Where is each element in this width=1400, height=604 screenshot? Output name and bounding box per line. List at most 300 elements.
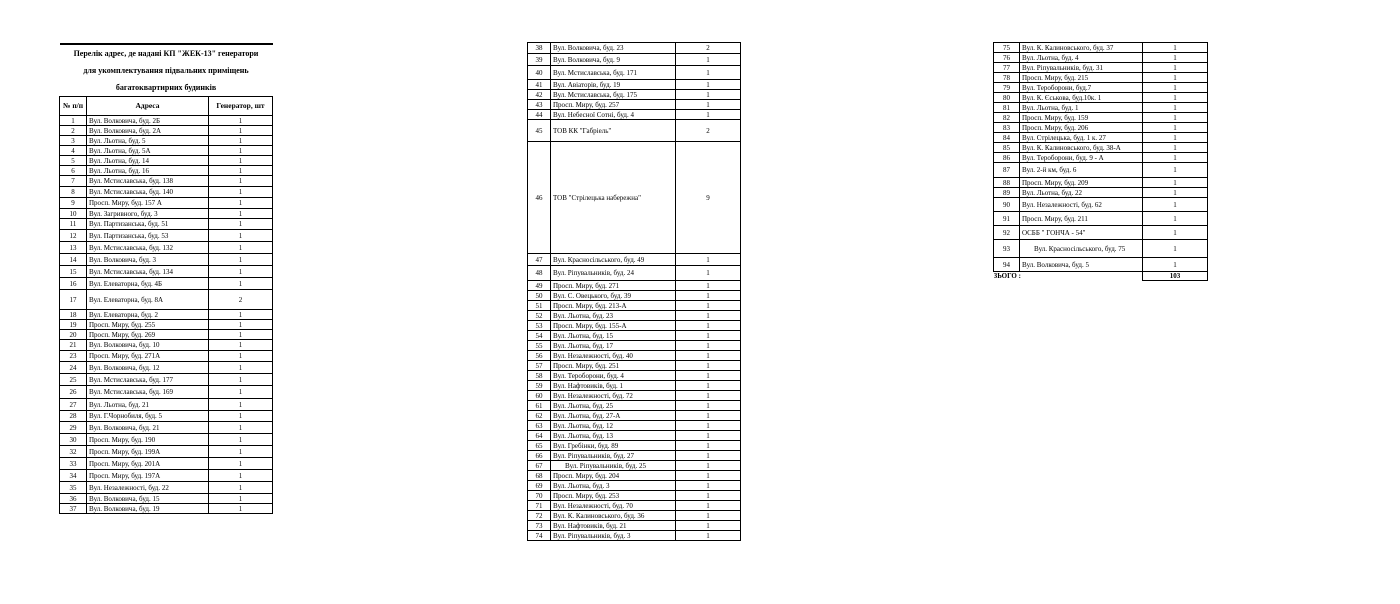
row-address: Вул. Волковича, буд. 10 [87,340,209,351]
table-row [528,351,741,361]
table-row [60,330,273,340]
row-address: Вул. К. Калиновського, буд. 37 [1020,43,1143,53]
row-number: 68 [528,471,551,481]
row-number: 51 [528,301,551,311]
row-generator-count: 1 [1143,53,1208,63]
row-address: Вул. Красносільського, буд. 75 [1020,240,1143,258]
row-address: Вул. Льотна, буд. 12 [551,421,676,431]
table-row [60,116,273,126]
row-generator-count: 1 [209,351,273,362]
row-number: 18 [60,310,87,320]
row-generator-count: 1 [676,321,741,331]
row-generator-count: 1 [676,511,741,521]
row-number: 58 [528,371,551,381]
row-generator-count: 1 [209,374,273,386]
header-num: № п/п [60,97,87,116]
table-row [528,401,741,411]
table-row [528,381,741,391]
row-address: Просп. Миру, буд. 155-А [551,321,676,331]
row-address: Вул. Льотна, буд. 22 [1020,188,1143,198]
table-row [528,66,741,80]
row-address: Вул. К. Калиновського, буд. 38-А [1020,143,1143,153]
row-number: 71 [528,501,551,511]
row-number: 34 [60,470,87,482]
row-address: Вул. Елеваторна, буд. 8А [87,290,209,310]
row-address: Вул. Льотна, буд. 13 [551,431,676,441]
row-number: 55 [528,341,551,351]
row-number: 14 [60,254,87,266]
row-address: Вул. Льотна, буд. 1 [1020,103,1143,113]
row-address: Вул. 2-й км, буд. 6 [1020,163,1143,178]
table-row [60,187,273,198]
row-number: 1 [60,116,87,126]
row-number: 88 [994,178,1020,188]
table-row [994,188,1208,198]
table-row [60,351,273,362]
table-row [60,399,273,411]
row-number: 63 [528,421,551,431]
row-number: 4 [60,146,87,156]
row-number: 67 [528,461,551,471]
row-generator-count: 1 [1143,123,1208,133]
row-address: Вул. Мстиславська, буд. 169 [87,386,209,399]
header-generator: Генератор, шт [209,97,273,116]
table-row [60,482,273,494]
row-number: 62 [528,411,551,421]
table-row [528,266,741,281]
table-row [994,198,1208,212]
row-address: Вул. Г.Чорнобиля, буд. 5 [87,411,209,422]
row-generator-count: 1 [209,446,273,458]
title-line-1: Перелік адрес, де надані КП "ЖЕК-13" генератори [73,49,259,58]
row-number: 23 [60,351,87,362]
row-number: 46 [528,142,551,254]
row-generator-count: 1 [209,187,273,198]
row-number: 50 [528,291,551,301]
row-generator-count: 1 [676,421,741,431]
table-row [528,291,741,301]
row-generator-count: 1 [209,422,273,434]
row-generator-count: 1 [209,386,273,399]
row-number: 21 [60,340,87,351]
table-row [528,43,741,54]
row-address: Просп. Миру, буд. 197А [87,470,209,482]
row-number: 38 [528,43,551,54]
row-generator-count: 1 [1143,43,1208,53]
row-generator-count: 1 [209,340,273,351]
row-number: 7 [60,176,87,187]
row-address: Вул. Волковича, буд. 2А [87,126,209,136]
row-address: Вул. Льотна, буд. 27-А [551,411,676,421]
table-row [528,531,741,541]
row-generator-count: 1 [676,401,741,411]
document-title [60,44,273,97]
row-address: Просп. Миру, буд. 159 [1020,113,1143,123]
row-address: Вул. С. Овецького, буд. 39 [551,291,676,301]
row-address: Просп. Миру, буд. 199А [87,446,209,458]
row-address: Вул. Волковича, буд. 19 [87,504,209,514]
page-2 [527,42,741,541]
row-generator-count: 1 [676,254,741,266]
row-generator-count: 1 [209,494,273,504]
row-number: 25 [60,374,87,386]
row-address: Вул. Волковича, буд. 12 [87,362,209,374]
row-address: Вул. Гребінки, буд. 89 [551,441,676,451]
row-number: 80 [994,93,1020,103]
row-generator-count: 1 [209,176,273,187]
row-generator-count: 1 [209,209,273,219]
row-generator-count: 1 [209,136,273,146]
row-generator-count: 1 [209,156,273,166]
table-row [528,100,741,110]
row-generator-count: 1 [209,411,273,422]
table-row [528,471,741,481]
row-generator-count: 1 [209,146,273,156]
row-generator-count: 1 [676,371,741,381]
row-address: Вул. Волковича, буд. 15 [87,494,209,504]
table-row [994,83,1208,93]
table-row [60,374,273,386]
table-row [528,331,741,341]
row-generator-count: 1 [676,411,741,421]
table-row [528,90,741,100]
row-generator-count: 1 [209,254,273,266]
table-row [528,254,741,266]
row-address: Вул. Льотна, буд. 5 [87,136,209,146]
row-address: Вул. Незалежності, буд. 72 [551,391,676,401]
row-address: Вул. Льотна, буд. 16 [87,166,209,176]
table-row [60,411,273,422]
row-number: 57 [528,361,551,371]
row-generator-count: 1 [676,361,741,371]
row-generator-count: 2 [209,290,273,310]
row-address: Вул. Ріпувальників, буд. 25 [551,461,676,471]
row-number: 5 [60,156,87,166]
row-address: Вул. Незалежності, буд. 62 [1020,198,1143,212]
table-row [994,178,1208,188]
row-address: Просп. Миру, буд. 269 [87,330,209,340]
row-address: Просп. Миру, буд. 190 [87,434,209,446]
table-row [528,421,741,431]
row-number: 8 [60,187,87,198]
row-address: Вул. Стрілецька, буд. 1 к. 27 [1020,133,1143,143]
row-number: 53 [528,321,551,331]
row-number: 27 [60,399,87,411]
table-row [60,434,273,446]
table-row [994,73,1208,83]
row-generator-count: 1 [1143,63,1208,73]
row-address: Просп. Миру, буд. 257 [551,100,676,110]
table-row [60,146,273,156]
row-number: 39 [528,54,551,66]
row-generator-count: 1 [209,504,273,514]
row-address: Вул. Небесної Сотні, буд. 4 [551,110,676,120]
row-generator-count: 9 [676,142,741,254]
row-number: 43 [528,100,551,110]
row-generator-count: 1 [209,482,273,494]
row-address: Просп. Миру, буд. 206 [1020,123,1143,133]
row-number: 36 [60,494,87,504]
row-address: Вул. Елеваторна, буд. 2 [87,310,209,320]
row-address: Просп. Миру, буд. 204 [551,471,676,481]
table-row [528,441,741,451]
table-row [994,103,1208,113]
row-number: 84 [994,133,1020,143]
row-address: Просп. Миру, буд. 253 [551,491,676,501]
row-number: 11 [60,219,87,230]
row-number: 40 [528,66,551,80]
table-row [60,209,273,219]
table-row [60,198,273,209]
table-row [528,120,741,142]
row-number: 16 [60,278,87,290]
table-row [528,80,741,90]
row-address: Просп. Миру, буд. 271 [551,281,676,291]
row-generator-count: 1 [209,320,273,330]
row-generator-count: 1 [676,66,741,80]
row-generator-count: 1 [676,54,741,66]
row-generator-count: 2 [676,43,741,54]
row-generator-count: 1 [1143,93,1208,103]
row-number: 49 [528,281,551,291]
addresses-table-2 [527,42,741,541]
row-number: 72 [528,511,551,521]
table-row [994,43,1208,53]
table-row [528,431,741,441]
row-number: 90 [994,198,1020,212]
table-row [528,451,741,461]
row-address: Вул. Незалежності, буд. 40 [551,351,676,361]
row-generator-count: 1 [1143,178,1208,188]
row-address: Просп. Миру, буд. 211 [1020,212,1143,226]
row-number: 17 [60,290,87,310]
row-number: 2 [60,126,87,136]
row-number: 60 [528,391,551,401]
table-row [60,494,273,504]
row-generator-count: 1 [1143,73,1208,83]
table-row [528,361,741,371]
row-number: 77 [994,63,1020,73]
row-address: ОСББ " ГОНЧА - 54" [1020,226,1143,240]
row-number: 93 [994,240,1020,258]
row-number: 73 [528,521,551,531]
table-row [60,320,273,330]
row-generator-count: 1 [1143,258,1208,272]
row-number: 70 [528,491,551,501]
row-address: Вул. Волковича, буд. 23 [551,43,676,54]
row-generator-count: 1 [676,431,741,441]
row-number: 87 [994,163,1020,178]
row-address: Вул. Мстиславська, буд. 132 [87,242,209,254]
row-number: 52 [528,311,551,321]
row-address: Просп. Миру, буд. 157 А [87,198,209,209]
row-generator-count: 1 [1143,212,1208,226]
row-address: Вул. К. Єськова, буд.10к. 1 [1020,93,1143,103]
row-address: Вул. К. Калиновського, буд. 36 [551,511,676,521]
table-row [60,290,273,310]
table-body-1 [60,116,273,514]
title-line-3: багатоквартирних будинків [115,83,217,92]
table-row [994,163,1208,178]
table-row [528,491,741,501]
row-generator-count: 1 [209,198,273,209]
row-number: 47 [528,254,551,266]
table-row [528,341,741,351]
row-number: 54 [528,331,551,341]
row-generator-count: 1 [209,219,273,230]
row-generator-count: 1 [209,126,273,136]
row-generator-count: 1 [1143,153,1208,163]
row-address: Вул. Незалежності, буд. 70 [551,501,676,511]
row-address: Вул. Льотна, буд. 4 [1020,53,1143,63]
row-address: Вул. Мстиславська, буд. 175 [551,90,676,100]
row-address: Вул. Партизанська, буд. 53 [87,230,209,242]
row-generator-count: 1 [209,362,273,374]
table-row [60,219,273,230]
row-address: Вул. Волковича, буд. 5 [1020,258,1143,272]
row-number: 59 [528,381,551,391]
row-number: 44 [528,110,551,120]
row-number: 33 [60,458,87,470]
row-number: 92 [994,226,1020,240]
row-generator-count: 1 [676,311,741,321]
row-address: Вул. Льотна, буд. 21 [87,399,209,411]
row-address: Вул. Волковича, буд. 3 [87,254,209,266]
row-number: 20 [60,330,87,340]
row-generator-count: 1 [676,281,741,291]
row-generator-count: 1 [209,310,273,320]
row-number: 41 [528,80,551,90]
table-row [528,321,741,331]
row-address: Вул. Волковича, буд. 21 [87,422,209,434]
row-address: Вул. Льотна, буд. 15 [551,331,676,341]
row-generator-count: 1 [676,266,741,281]
row-address: Вул. Красносільського, буд. 49 [551,254,676,266]
row-address: Вул. Мстиславська, буд. 171 [551,66,676,80]
row-generator-count: 1 [676,521,741,531]
row-address: Вул. Льотна, буд. 14 [87,156,209,166]
table-row [60,242,273,254]
row-number: 45 [528,120,551,142]
row-number: 32 [60,446,87,458]
row-address: Просп. Миру, буд. 213-А [551,301,676,311]
row-address: Вул. Волковича, буд. 9 [551,54,676,66]
row-generator-count: 1 [676,100,741,110]
row-address: Вул. Ріпувальників, буд. 24 [551,266,676,281]
table-row [528,142,741,254]
row-address: Вул. Елеваторна, буд. 4Б [87,278,209,290]
row-address: Вул. Загривного, буд. 3 [87,209,209,219]
row-address: Просп. Миру, буд. 201А [87,458,209,470]
row-number: 56 [528,351,551,361]
row-address: Просп. Миру, буд. 215 [1020,73,1143,83]
row-generator-count: 1 [676,301,741,311]
table-row [994,53,1208,63]
table-row [994,93,1208,103]
table-row [60,310,273,320]
table-row [994,123,1208,133]
row-number: 15 [60,266,87,278]
table-row [60,266,273,278]
row-generator-count: 1 [1143,103,1208,113]
table-row [60,136,273,146]
table-row [994,153,1208,163]
row-number: 83 [994,123,1020,133]
row-generator-count: 1 [209,230,273,242]
row-generator-count: 1 [209,399,273,411]
row-number: 74 [528,531,551,541]
row-number: 19 [60,320,87,330]
row-number: 91 [994,212,1020,226]
row-address: Вул. Мстиславська, буд. 138 [87,176,209,187]
row-generator-count: 1 [676,291,741,301]
row-generator-count: 2 [676,120,741,142]
row-generator-count: 1 [676,481,741,491]
row-address: Вул. Партизанська, буд. 51 [87,219,209,230]
table-row [994,258,1208,272]
row-generator-count: 1 [1143,226,1208,240]
row-number: 85 [994,143,1020,153]
table-row [60,504,273,514]
row-number: 35 [60,482,87,494]
row-address: Просп. Миру, буд. 255 [87,320,209,330]
table-row [994,113,1208,123]
row-generator-count: 1 [209,266,273,278]
table-row [528,411,741,421]
row-generator-count: 1 [1143,143,1208,153]
page-3 [993,42,1208,281]
row-generator-count: 1 [1143,240,1208,258]
row-number: 82 [994,113,1020,123]
row-number: 86 [994,153,1020,163]
row-generator-count: 1 [676,341,741,351]
row-number: 13 [60,242,87,254]
table-row [60,230,273,242]
row-number: 48 [528,266,551,281]
row-address: Вул. Нафтовиків, буд. 1 [551,381,676,391]
row-number: 30 [60,434,87,446]
row-address: Вул. Мстиславська, буд. 140 [87,187,209,198]
row-number: 9 [60,198,87,209]
row-number: 61 [528,401,551,411]
row-generator-count: 1 [676,491,741,501]
row-number: 76 [994,53,1020,63]
row-number: 69 [528,481,551,491]
table-header [60,97,273,116]
row-number: 10 [60,209,87,219]
row-number: 64 [528,431,551,441]
table-row [528,511,741,521]
row-number: 6 [60,166,87,176]
row-address: Вул. Ріпувальників, буд. 27 [551,451,676,461]
row-generator-count: 1 [676,351,741,361]
row-generator-count: 1 [676,471,741,481]
table-row [60,422,273,434]
table-row [528,54,741,66]
row-generator-count: 1 [1143,133,1208,143]
row-address: Вул. Тероборони, буд.7 [1020,83,1143,93]
table-row [60,126,273,136]
row-address: Вул. Тероборони, буд. 4 [551,371,676,381]
table-row [60,278,273,290]
row-address: Вул. Льотна, буд. 23 [551,311,676,321]
table-row [994,143,1208,153]
row-number: 94 [994,258,1020,272]
row-generator-count: 1 [676,501,741,511]
table-row [60,166,273,176]
table-body-2 [528,43,741,541]
table-row [60,254,273,266]
